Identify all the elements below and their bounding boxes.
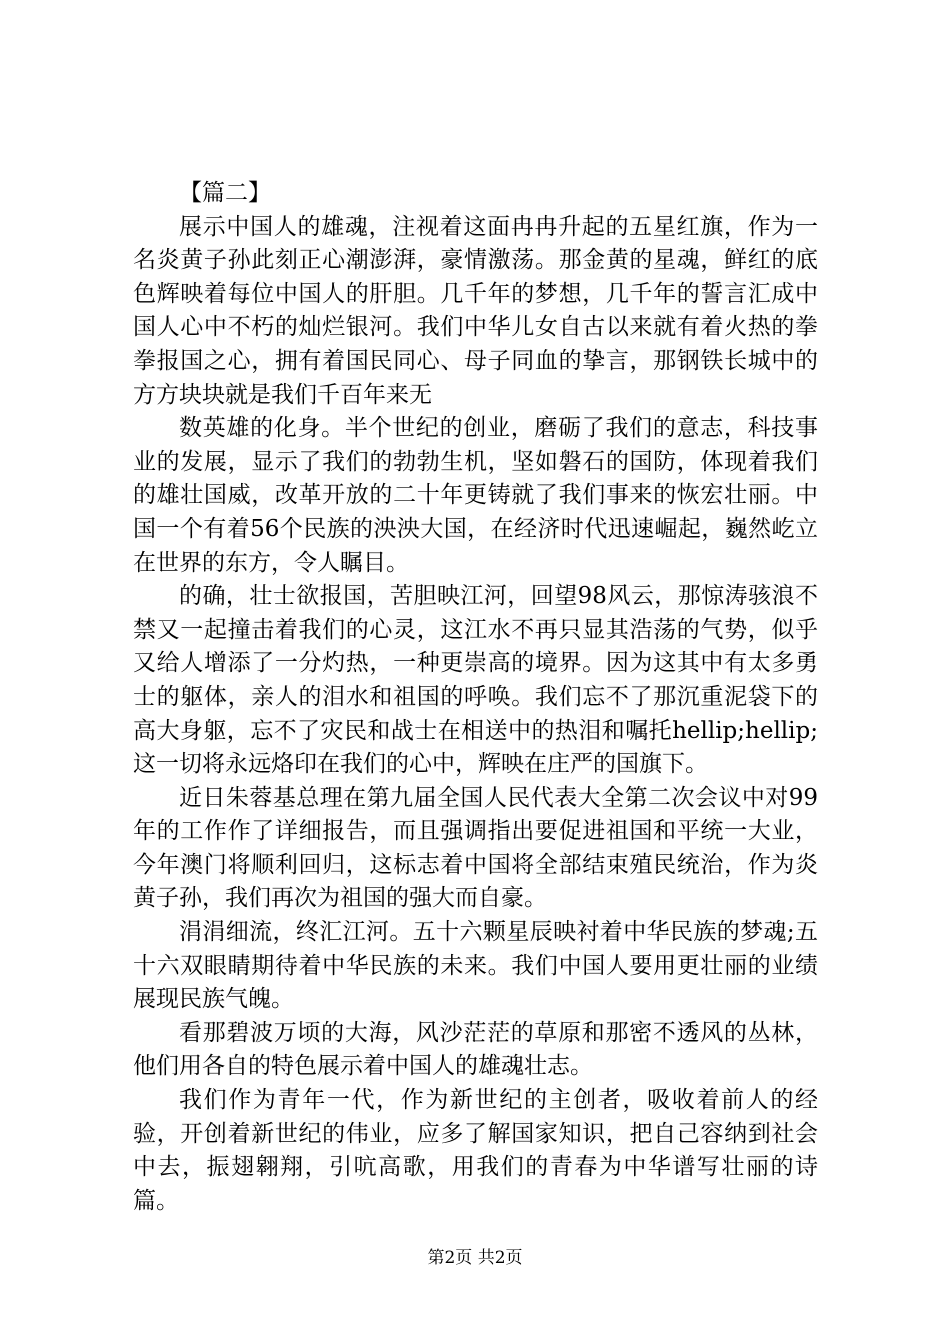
paragraph-3: 的确，壮士欲报国，苦胆映江河，回望98风云，那惊涛骇浪不禁又一起撞击着我们的心灵，这江水不再只显其浩荡的气势，似乎又给人增添了一分灼热，一种更崇高的境界。因为这其中有太多勇士的躯体，亲人的泪水和祖国的呼唤。我们忘不了那沉重泥袋下的高大身躯，忘不了灾民和战士在相送中的热泪和嘱托hellip;hellip;这一切将永远烙印在我们的心中，辉映在庄严的国旗下。 (133, 583, 818, 778)
paragraph-1: 展示中国人的雄魂，注视着这面冉冉升起的五星红旗，作为一名炎黄子孙此刻正心潮澎湃，豪情激荡。那金黄的星魂，鲜红的底色辉映着每位中国人的肝胆。几千年的梦想，几千年的誓言汇成中国人心中不朽的灿烂银河。我们中华儿女自古以来就有着火热的拳拳报国之心，拥有着国民同心、母子同血的挚言，那钢铁长城中的方方块块就是我们千百年来无 (133, 213, 818, 408)
paragraph-4: 近日朱蓉基总理在第九届全国人民代表大全第二次会议中对99年的工作作了详细报告，而且强调指出要促进祖国和平统一大业，今年澳门将顺利回归，这标志着中国将全部结束殖民统治，作为炎黄子孙，我们再次为祖国的强大而自豪。 (133, 784, 818, 912)
paragraph-7: 我们作为青年一代，作为新世纪的主创者，吸收着前人的经验，开创着新世纪的伟业，应多了解国家知识，把自己容纳到社会中去，振翅翱翔，引吭高歌，用我们的青春为中华谱写壮丽的诗篇。 (133, 1087, 818, 1214)
paragraph-5: 涓涓细流，终汇江河。五十六颗星辰映衬着中华民族的梦魂;五十六双眼睛期待着中华民族的未来。我们中国人要用更壮丽的业绩展现民族气魄。 (133, 919, 818, 1013)
page-footer: 第2页 共2页 (427, 1248, 523, 1268)
paragraph-2: 数英雄的化身。半个世纪的创业，磨砺了我们的意志，科技事业的发展，显示了我们的勃勃生机，坚如磐石的国防，体现着我们的雄壮国威，改革开放的二十年更铸就了我们事来的恢宏壮丽。中国一个有着56个民族的泱泱大国，在经济时代迅速崛起，巍然屹立在世界的东方，令人瞩目。 (133, 415, 818, 576)
section-heading: 【篇二】 (179, 180, 271, 206)
document-body (133, 174, 818, 1218)
paragraph-6: 看那碧波万顷的大海，风沙茫茫的草原和那密不透风的丛林，他们用各自的特色展示着中国人的雄魂壮志。 (133, 1019, 818, 1080)
